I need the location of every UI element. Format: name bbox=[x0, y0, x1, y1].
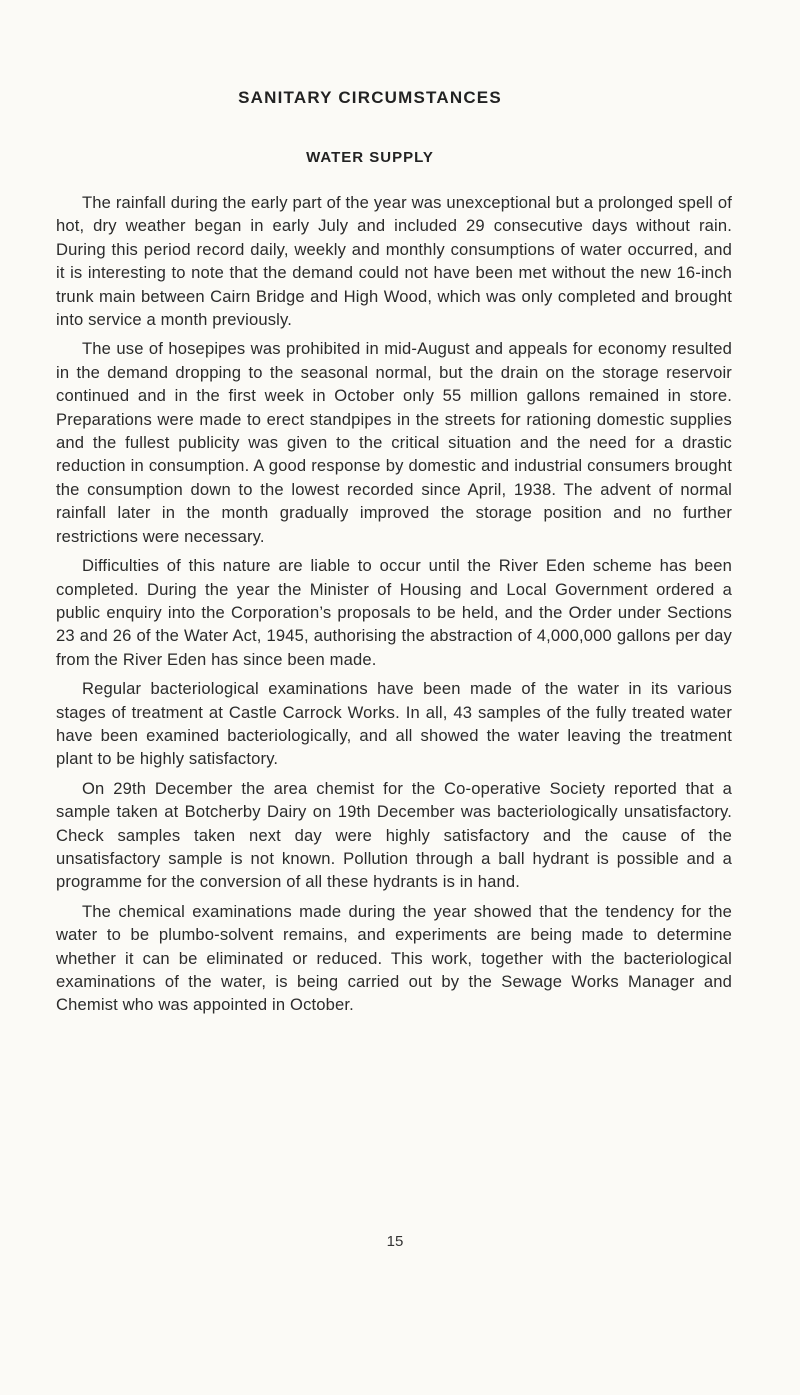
paragraph-chemical: The chemical examinations made during the year showed that the tendency for the water to be plumbo-solvent remains, and experiments are being made to determine whether it can be eliminated or reduced. This work, together with the bacteriological examinations of the water, is being carried out by the Sewage Works Manager and Chemist who was appointed in October. bbox=[56, 901, 732, 1015]
paragraph-botcherby-dairy: On 29th December the area chemist for the Co-operative Society reported that a sample taken at Botcherby Dairy on 19th December was bacteriologically unsatisfactory. Check samples taken next day were highly satisfactory and the cause of the unsatisfactory sample is not known. Pollution through a ball hydrant is possible and a programme for the conversion of all these hydrants is in hand. bbox=[56, 778, 732, 892]
paragraph-hosepipes: The use of hosepipes was prohibited in mid-August and appeals for economy resulted in the demand dropping to the seasonal normal, but the drain on the storage reservoir continued and in the first week in October only 55 million gallons remained in store. Preparations were made to erect standpipes in the streets for rationing domestic supplies and the fullest publicity was given to the critical situation and the need for a drastic reduction in consumption. A good response by domestic and industrial consumers brought the consumption down to the lowest recorded since April, 1938. The advent of normal rainfall later in the month gradually improved the storage position and no further restrictions were necessary. bbox=[56, 339, 732, 546]
paragraph-rainfall: The rainfall during the early part of the year was unexceptional but a prolonged spell of hot, dry weather began in early July and included 29 consecutive days without rain. During this period record daily, weekly and monthly consumptions of water occurred, and it is interesting to note that the demand could not have been met without the new 16-inch trunk main between Cairn Bridge and High Wood, which was only completed and brought into service a month previously. bbox=[56, 193, 732, 330]
paragraph-river-eden: Difficulties of this nature are liable to occur until the River Eden scheme has been completed. During the year the Minister of Housing and Local Government ordered a public enquiry into the Corporation’s proposals to be held, and the Order under Sections 23 and 26 of the Water Act, 1945, authorising the abstraction of 4,000,000 gallons per day from the River Eden has since been made. bbox=[56, 556, 732, 669]
paragraph-bacteriological: Regular bacteriological examinations have been made of the water in its various stages of treatment at Castle Carrock Works. In all, 43 samples of the fully treated water have been examined bacteriologically, and all showed the water leaving the treatment plant to be highly satisfactory. bbox=[56, 679, 732, 769]
section-title: SANITARY CIRCUMSTANCES bbox=[238, 88, 502, 107]
subsection-title: WATER SUPPLY bbox=[306, 149, 434, 166]
body-text bbox=[56, 191, 732, 1023]
page-number: 15 bbox=[386, 1233, 404, 1250]
